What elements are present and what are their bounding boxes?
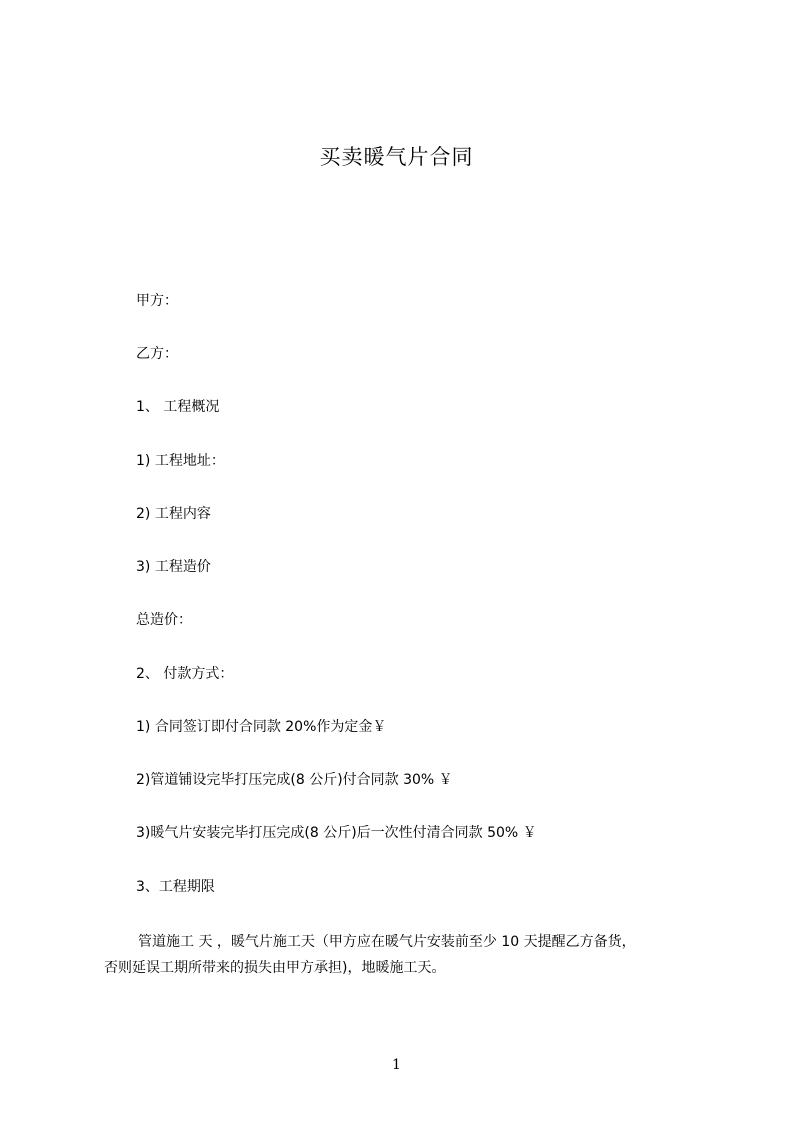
document-title: 买卖暖气片合同 bbox=[319, 145, 474, 169]
section-1-heading: 1、 工程概况 bbox=[136, 399, 220, 415]
project-address-line: 1) 工程地址： bbox=[136, 453, 225, 469]
schedule-paragraph-line-2: 否则延误工期所带来的损失由甲方承担)，地暖施工天。 bbox=[104, 960, 446, 976]
project-content-line: 2) 工程内容 bbox=[136, 506, 211, 522]
payment-item-3: 3)暖气片安装完毕打压完成(8 公斤)后一次性付清合同款 50% ￥ bbox=[136, 825, 537, 841]
section-3-heading: 3、工程期限 bbox=[136, 879, 215, 895]
page-number: 1 bbox=[392, 1057, 401, 1073]
payment-item-2: 2)管道铺设完毕打压完成(8 公斤)付合同款 30% ￥ bbox=[136, 772, 453, 788]
schedule-paragraph-line-1: 管道施工 天 ，暖气片施工天（甲方应在暖气片安装前至少 10 天提醒乙方备货， bbox=[138, 934, 636, 950]
project-cost-line: 3) 工程造价 bbox=[136, 559, 211, 575]
total-cost-line: 总造价： bbox=[136, 612, 192, 628]
party-b-line: 乙方： bbox=[136, 346, 178, 362]
party-a-line: 甲方： bbox=[136, 293, 178, 309]
payment-item-1: 1) 合同签订即付合同款 20%作为定金￥ bbox=[136, 719, 387, 735]
section-2-heading: 2、 付款方式： bbox=[136, 666, 234, 682]
schedule-paragraph bbox=[104, 929, 724, 981]
